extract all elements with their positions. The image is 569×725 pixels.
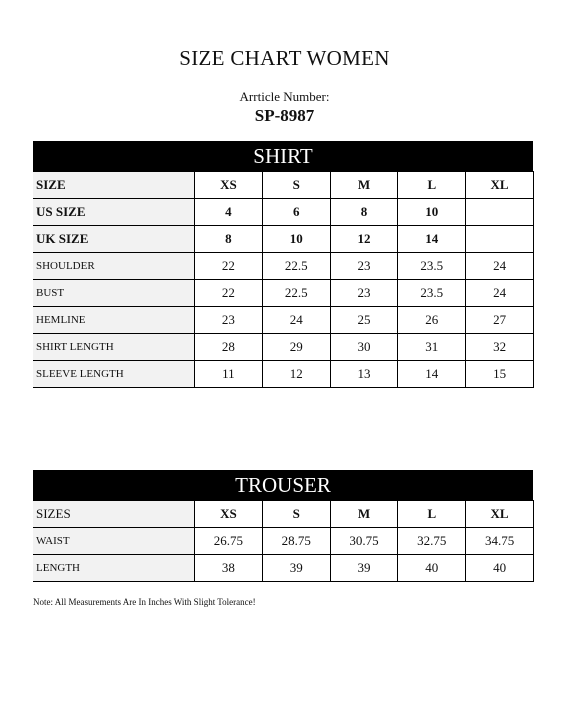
- table-cell: 11: [195, 361, 263, 388]
- table-cell: 40: [398, 555, 466, 582]
- table-row: [34, 280, 534, 307]
- row-label: US SIZE: [34, 199, 195, 226]
- column-header: L: [398, 172, 466, 199]
- row-label: SHIRT LENGTH: [34, 334, 195, 361]
- table-cell: 30.75: [330, 528, 398, 555]
- column-header: SIZES: [34, 501, 195, 528]
- table-cell: 12: [262, 361, 330, 388]
- table-cell: 10: [262, 226, 330, 253]
- shirt-size-table: [33, 141, 533, 388]
- shirt-header: SHIRT: [33, 141, 533, 171]
- table-cell: 23: [195, 307, 263, 334]
- table-row: [34, 528, 534, 555]
- column-header: XL: [466, 501, 534, 528]
- row-label: HEMLINE: [34, 307, 195, 334]
- table-cell: 26.75: [195, 528, 263, 555]
- table-row: [34, 334, 534, 361]
- trouser-table: [33, 500, 534, 582]
- column-header: S: [262, 501, 330, 528]
- table-cell: 23.5: [398, 253, 466, 280]
- table-cell: 23: [330, 253, 398, 280]
- article-number: SP-8987: [254, 106, 315, 125]
- table-cell: 22.5: [262, 280, 330, 307]
- table-cell: 29: [262, 334, 330, 361]
- table-cell: 10: [398, 199, 466, 226]
- table-row: [34, 253, 534, 280]
- table-cell: 27: [466, 307, 534, 334]
- table-cell: 24: [466, 280, 534, 307]
- table-cell: 6: [262, 199, 330, 226]
- column-header: M: [330, 172, 398, 199]
- table-cell: 32: [466, 334, 534, 361]
- table-cell: 30: [330, 334, 398, 361]
- table-cell: 24: [466, 253, 534, 280]
- table-cell: 23.5: [398, 280, 466, 307]
- table-cell: 22.5: [262, 253, 330, 280]
- table-cell: 39: [262, 555, 330, 582]
- column-header: S: [262, 172, 330, 199]
- table-cell: 26: [398, 307, 466, 334]
- column-header: XL: [466, 172, 534, 199]
- column-header: L: [398, 501, 466, 528]
- table-cell: [466, 199, 534, 226]
- table-row: [34, 307, 534, 334]
- shirt-column-header-row: [34, 172, 534, 199]
- table-cell: 4: [195, 199, 263, 226]
- table-cell: 12: [330, 226, 398, 253]
- table-cell: 34.75: [466, 528, 534, 555]
- page-title: SIZE CHART WOMEN: [179, 46, 390, 70]
- table-cell: 14: [398, 226, 466, 253]
- table-cell: 13: [330, 361, 398, 388]
- table-cell: 31: [398, 334, 466, 361]
- table-cell: 8: [330, 199, 398, 226]
- measurement-note: Note: All Measurements Are In Inches With Slight Tolerance!: [33, 597, 256, 607]
- shirt-table: [33, 171, 534, 388]
- article-number-label: Arrticle Number:: [239, 89, 330, 104]
- table-cell: 28: [195, 334, 263, 361]
- table-cell: 32.75: [398, 528, 466, 555]
- row-label: SHOULDER: [34, 253, 195, 280]
- row-label: BUST: [34, 280, 195, 307]
- table-cell: 8: [195, 226, 263, 253]
- column-header: SIZE: [34, 172, 195, 199]
- column-header: XS: [195, 172, 263, 199]
- trouser-column-header-row: [34, 501, 534, 528]
- table-cell: 38: [195, 555, 263, 582]
- table-cell: [466, 226, 534, 253]
- column-header: M: [330, 501, 398, 528]
- row-label: LENGTH: [34, 555, 195, 582]
- table-cell: 22: [195, 253, 263, 280]
- table-cell: 22: [195, 280, 263, 307]
- table-cell: 15: [466, 361, 534, 388]
- table-cell: 25: [330, 307, 398, 334]
- table-row: [34, 555, 534, 582]
- trouser-size-table: [33, 470, 533, 582]
- table-cell: 14: [398, 361, 466, 388]
- column-header: XS: [195, 501, 263, 528]
- table-cell: 23: [330, 280, 398, 307]
- table-cell: 40: [466, 555, 534, 582]
- table-cell: 28.75: [262, 528, 330, 555]
- table-row: [34, 226, 534, 253]
- trouser-header: TROUSER: [33, 470, 533, 500]
- table-row: [34, 361, 534, 388]
- table-row: [34, 199, 534, 226]
- row-label: WAIST: [34, 528, 195, 555]
- table-cell: 24: [262, 307, 330, 334]
- row-label: UK SIZE: [34, 226, 195, 253]
- row-label: SLEEVE LENGTH: [34, 361, 195, 388]
- table-cell: 39: [330, 555, 398, 582]
